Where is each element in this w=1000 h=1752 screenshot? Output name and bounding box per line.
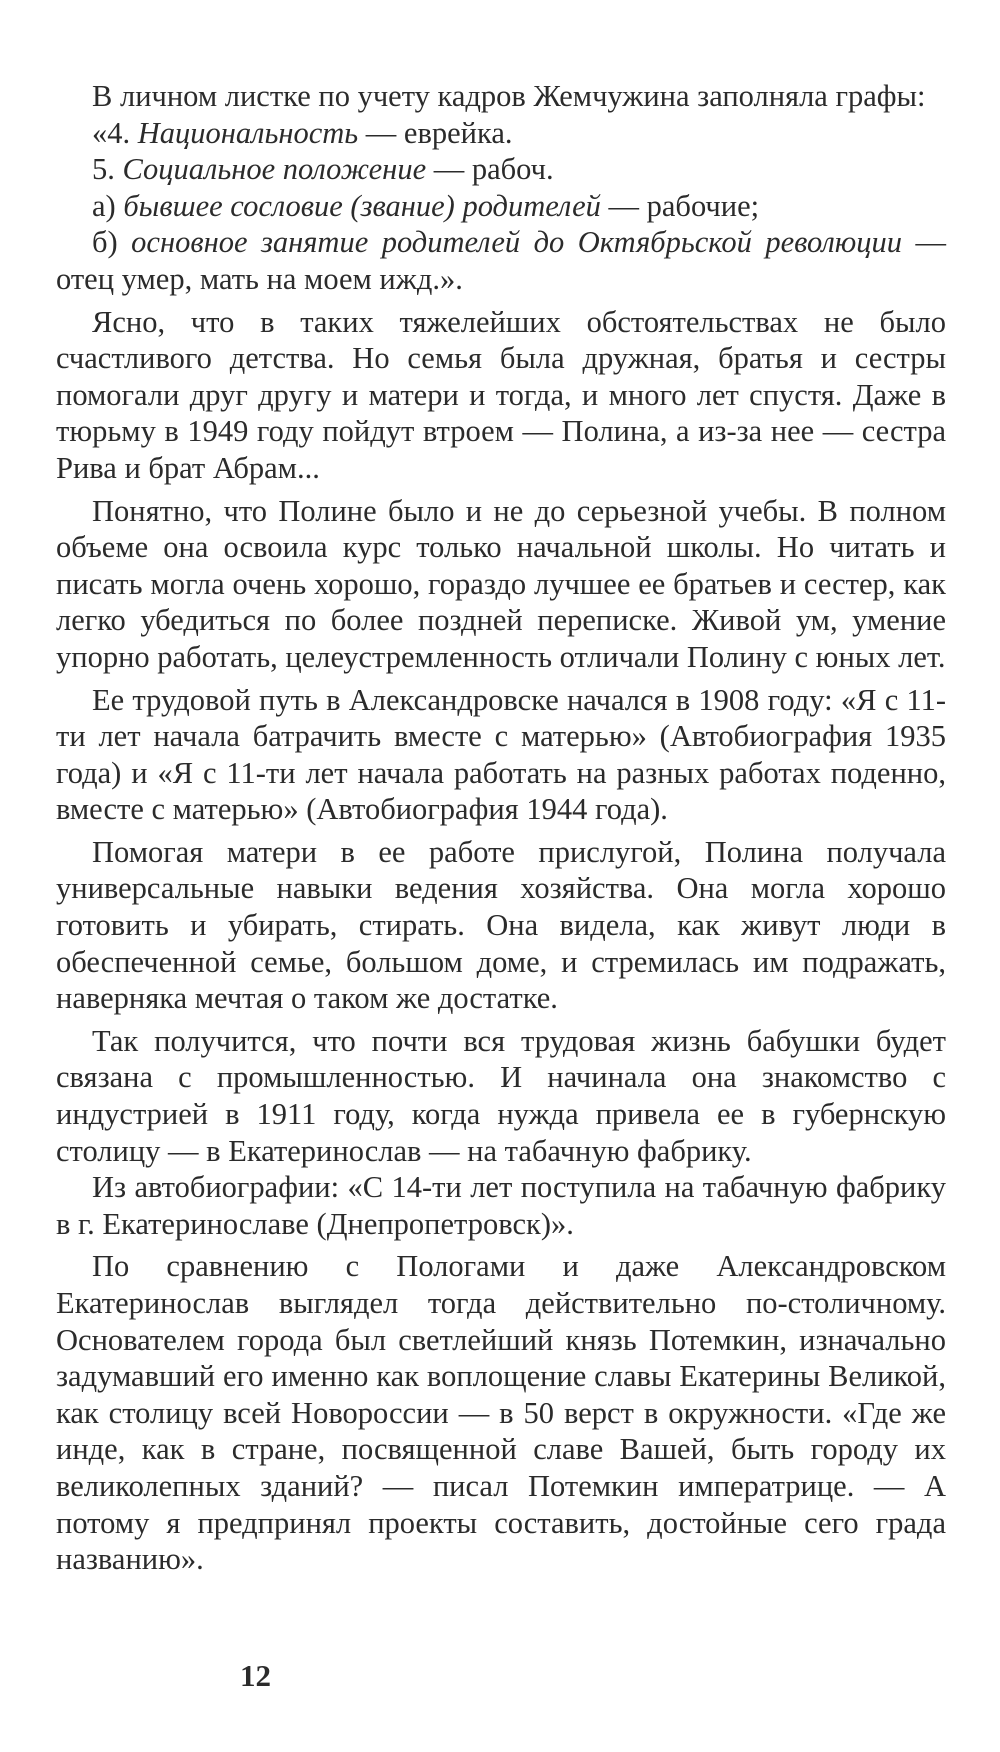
paragraph-childhood: Ясно, что в таких тяжелейших обстоятельствах не было счастливого детства. Но семья была дружная, братья и сестры помогали друг другу и матери и тогда, и много лет спустя. Даже в тюрьму в 1949 году пойдут втроем — Полина, а из-за нее — сестра Рива и брат Абрам... (56, 304, 946, 485)
book-page (56, 78, 946, 1578)
paragraph-nationality (56, 115, 946, 152)
paragraph-industry: Так получится, что почти вся трудовая жизнь бабушки будет связана с промышленностью. И начинала она знакомство с индустрией в 1911 году, когда нужда привела ее в губернскую столицу — в Екатеринослав — на табачную фабрику. (56, 1023, 946, 1168)
item-prefix: 5. (92, 152, 123, 187)
body-text (56, 78, 946, 1578)
paragraph-autobiography-quote: Из автобиографии: «С 14-ти лет поступила на табачную фабрику в г. Екатеринославе (Днепропетровск)». (56, 1170, 946, 1241)
paragraph-work-start: Ее трудовой путь в Александровске начался в 1908 году: «Я с 11-ти лет начала батрачить вместе с матерью» (Автобиография 1935 года) и «Я с 11-ти лет начала работать на разных работах поденно, вместе с матерью» (Автобиография 1944 года). (56, 682, 946, 827)
paragraph-parents-occupation (56, 224, 946, 297)
page-number: 12 (240, 1658, 271, 1693)
field-label-parents-occupation: основное занятие родителей до Октябрьской революции (131, 225, 903, 260)
paragraph-social-status (56, 151, 946, 188)
field-label-former-estate: бывшее сословие (звание) родителей (123, 188, 601, 223)
paragraph-household-skills: Помогая матери в ее работе прислугой, Полина получала универсальные навыки ведения хозяйства. Она могла хорошо готовить и убирать, стирать. Она видела, как живут люди в обеспеченной семье, большом доме, и стремилась им подражать, наверняка мечтая о таком же достатке. (56, 834, 946, 1016)
item-prefix: а) (92, 188, 124, 223)
field-value-parents-occupation: — отец умер, мать на моем ижд.». (56, 225, 946, 296)
field-value-nationality: — еврейка. (358, 115, 513, 150)
paragraph-personnel-sheet: В личном листке по учету кадров Жемчужина заполняла графы: (92, 79, 926, 113)
item-prefix: «4. (92, 115, 138, 150)
paragraph-former-estate (56, 188, 946, 225)
field-value-former-estate: — рабочие; (600, 188, 760, 223)
paragraph-education: Понятно, что Полине было и не до серьезной учебы. В полном объеме она освоила курс только начальной школы. Но читать и писать могла очень хорошо, гораздо лучшее ее братьев и сестер, как легко убедиться по более поздней переписке. Живой ум, умение упорно работать, целеустремленность отличали Полину с юных лет. (56, 493, 946, 674)
item-prefix: б) (92, 225, 132, 260)
field-value-social-status: — рабоч. (426, 152, 554, 187)
field-label-nationality: Национальность (137, 115, 359, 150)
paragraph-ekaterinoslav: По сравнению с Пологами и даже Александровском Екатеринослав выглядел тогда действительно по-столичному. Основателем города был светлейший князь Потемкин, изначально задумавший его именно как воплощение славы Екатерины Великой, как столицу всей Новороссии — в 50 верст в окружности. «Где же инде, как в стране, посвященной славе Вашей, быть городу их великолепных зданий? — писал Потемкин императрице. — А потому я предпринял проекты составить, достойные сего града названию». (56, 1249, 946, 1577)
field-label-social-status: Социальное положение (122, 152, 427, 187)
